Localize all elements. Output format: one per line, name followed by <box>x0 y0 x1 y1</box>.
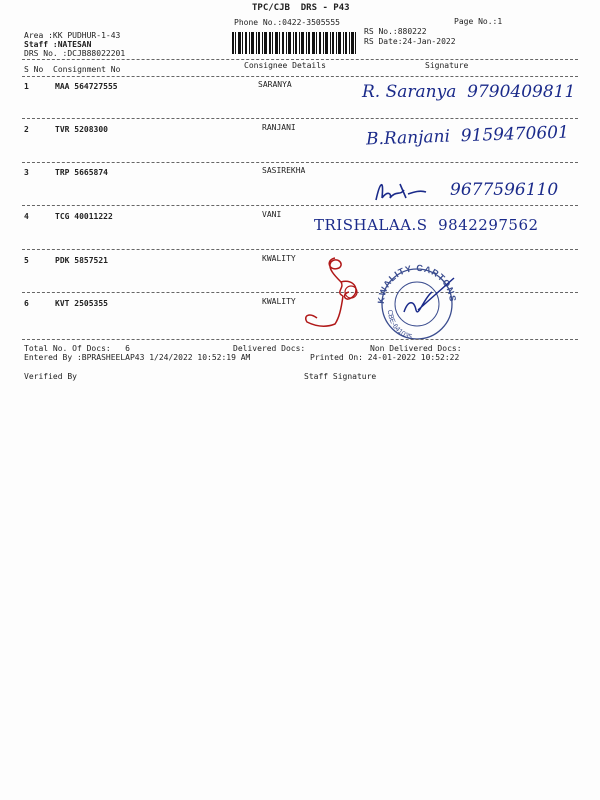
row-2-signature: B.Ranjani 9159470601 <box>365 122 570 150</box>
stamp-bottom-text: CBE-641035 <box>385 309 413 342</box>
row-2-sno: 2 <box>24 125 29 134</box>
row-5-sno: 5 <box>24 256 29 265</box>
phone-number: Phone No.:0422-3505555 <box>234 18 340 27</box>
header-divider-bottom <box>22 76 578 77</box>
row-1-signature: R. Saranya 9790409811 <box>362 82 576 102</box>
row-1-consignee: SARANYA <box>258 80 292 89</box>
barcode <box>232 32 356 54</box>
row-5-consignee: KWALITY <box>262 254 296 263</box>
row-3-signature-scribble <box>370 176 430 206</box>
svg-text:KWALITY CARTONS <box>376 263 458 304</box>
red-signature <box>295 252 375 332</box>
row-4-consignee: VANI <box>262 210 282 219</box>
row-3-consignee: SASIREKHA <box>262 166 306 175</box>
row-6-consignment: KVT 2505355 <box>55 299 108 308</box>
row-5-consignment: PDK 5857521 <box>55 256 108 265</box>
row-2-consignment: TVR 5208300 <box>55 125 108 134</box>
column-consignment-no: Consignment No <box>53 65 121 74</box>
column-signature: Signature <box>425 61 469 70</box>
staff-label: Staff :NATESAN <box>24 40 92 49</box>
staff-signature: Staff Signature <box>304 372 377 381</box>
row-divider <box>22 162 578 163</box>
row-1-consignment: MAA 564727555 <box>55 82 118 91</box>
column-consignee-details: Consignee Details <box>244 61 326 70</box>
row-6-sno: 6 <box>24 299 29 308</box>
printed-on: Printed On: 24-01-2022 10:52:22 <box>310 353 460 362</box>
company-stamp <box>374 264 464 340</box>
total-docs: Total No. Of Docs: 6 <box>24 344 130 353</box>
stamp-top-text: KWALITY CARTONS <box>375 262 459 305</box>
area-label: Area :KK PUDHUR-1-43 <box>24 31 121 40</box>
row-3-sno: 3 <box>24 168 29 177</box>
rs-number: RS No.:880222 <box>364 27 427 36</box>
footer-divider <box>22 339 578 340</box>
row-4-signature: TRISHALAA.S 9842297562 <box>314 216 539 234</box>
page-number: Page No.:1 <box>454 17 503 26</box>
row-3-consignment: TRP 5665874 <box>55 168 108 177</box>
row-6-consignee: KWALITY <box>262 297 296 306</box>
drs-number: DRS No. :DCJB88022201 <box>24 49 126 58</box>
verified-by: Verified By <box>24 372 77 381</box>
entered-by: Entered By :BPRASHEELAP43 1/24/2022 10:52:19 AM <box>24 353 251 362</box>
row-4-sno: 4 <box>24 212 29 221</box>
row-divider <box>22 205 578 206</box>
row-1-sno: 1 <box>24 82 29 91</box>
row-4-consignment: TCG 40011222 <box>55 212 113 221</box>
row-2-consignee: RANJANI <box>262 123 296 132</box>
column-sno: S No <box>24 65 44 74</box>
sheet-title: TPC/CJB DRS - P43 <box>252 3 350 13</box>
row-divider <box>22 118 578 119</box>
non-delivered-docs: Non Delivered Docs: <box>370 344 462 353</box>
rs-date: RS Date:24-Jan-2022 <box>364 37 456 46</box>
row-3-signature: 9677596110 <box>450 180 559 200</box>
header-divider-top <box>22 59 578 60</box>
row-divider <box>22 249 578 250</box>
delivered-docs: Delivered Docs: <box>233 344 306 353</box>
